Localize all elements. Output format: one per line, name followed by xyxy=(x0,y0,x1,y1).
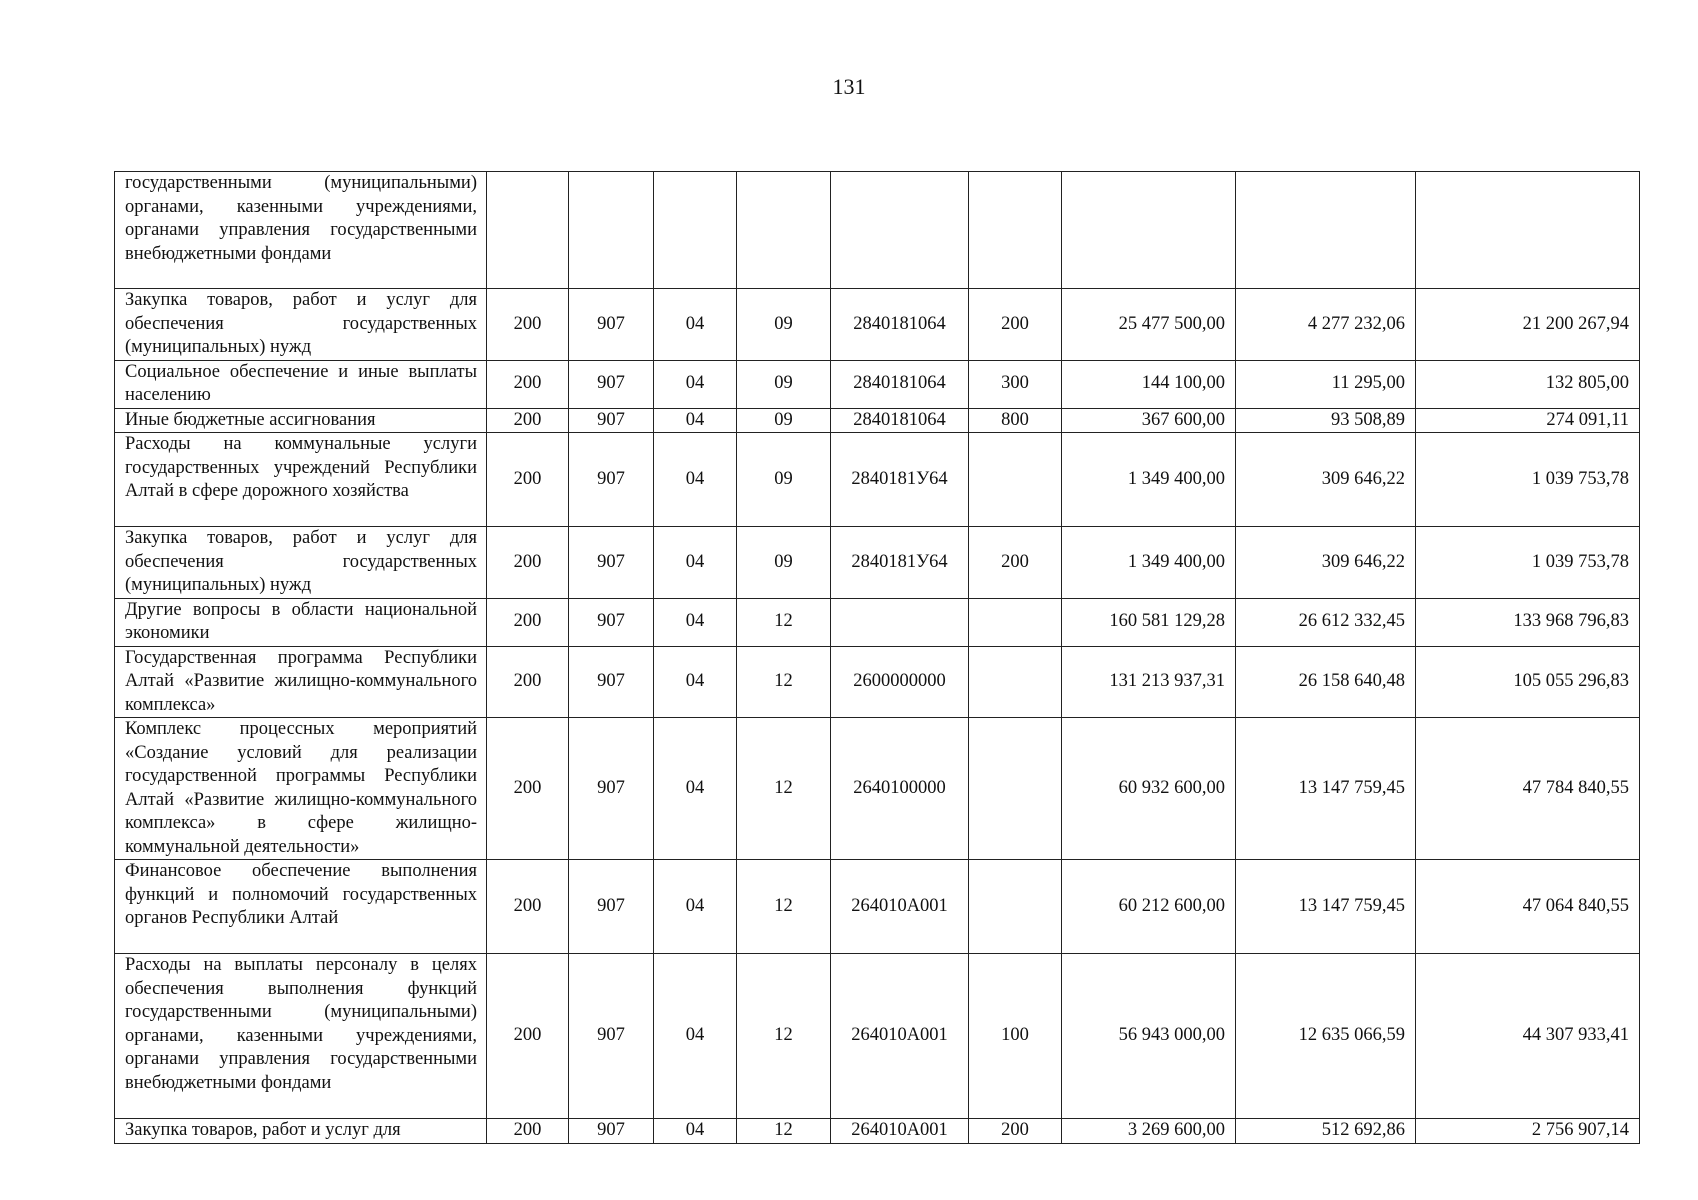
cell-amount-2: 26 158 640,48 xyxy=(1236,646,1416,718)
cell-code-5: 2840181У64 xyxy=(831,527,969,599)
cell-code-1: 200 xyxy=(487,408,569,433)
cell-name: Расходы на коммунальные услуги государственных учреждений Республики Алтай в сфере дорожного хозяйства xyxy=(115,433,487,527)
cell-code-1: 200 xyxy=(487,433,569,527)
cell-code-5: 2640100000 xyxy=(831,718,969,860)
cell-code-1 xyxy=(487,172,569,289)
cell-amount-1: 131 213 937,31 xyxy=(1062,646,1236,718)
table-row xyxy=(115,646,1640,718)
cell-code-5: 2840181064 xyxy=(831,408,969,433)
cell-code-5: 2840181064 xyxy=(831,289,969,361)
cell-code-2: 907 xyxy=(569,408,654,433)
cell-code-2: 907 xyxy=(569,360,654,408)
cell-code-4: 09 xyxy=(737,433,831,527)
cell-amount-1: 25 477 500,00 xyxy=(1062,289,1236,361)
cell-name: Социальное обеспечение и иные выплаты населению xyxy=(115,360,487,408)
cell-code-1: 200 xyxy=(487,646,569,718)
cell-code-5 xyxy=(831,598,969,646)
cell-code-3: 04 xyxy=(654,646,737,718)
cell-amount-2: 26 612 332,45 xyxy=(1236,598,1416,646)
cell-code-3: 04 xyxy=(654,1119,737,1144)
cell-amount-3: 105 055 296,83 xyxy=(1416,646,1640,718)
cell-code-1: 200 xyxy=(487,527,569,599)
cell-amount-3: 2 756 907,14 xyxy=(1416,1119,1640,1144)
table-row xyxy=(115,172,1640,289)
cell-code-5: 264010А001 xyxy=(831,954,969,1119)
cell-code-6 xyxy=(969,860,1062,954)
cell-name: Другие вопросы в области национальной экономики xyxy=(115,598,487,646)
cell-code-2: 907 xyxy=(569,646,654,718)
cell-code-4: 12 xyxy=(737,860,831,954)
cell-code-3: 04 xyxy=(654,289,737,361)
cell-code-3: 04 xyxy=(654,360,737,408)
cell-code-2: 907 xyxy=(569,598,654,646)
cell-code-6 xyxy=(969,433,1062,527)
cell-code-3: 04 xyxy=(654,954,737,1119)
cell-amount-3: 21 200 267,94 xyxy=(1416,289,1640,361)
cell-amount-3: 133 968 796,83 xyxy=(1416,598,1640,646)
cell-amount-2: 309 646,22 xyxy=(1236,527,1416,599)
cell-amount-2: 4 277 232,06 xyxy=(1236,289,1416,361)
table-row xyxy=(115,433,1640,527)
cell-amount-1: 56 943 000,00 xyxy=(1062,954,1236,1119)
cell-code-1: 200 xyxy=(487,1119,569,1144)
cell-code-1: 200 xyxy=(487,860,569,954)
cell-amount-1: 144 100,00 xyxy=(1062,360,1236,408)
cell-code-5: 2840181У64 xyxy=(831,433,969,527)
table-row xyxy=(115,954,1640,1119)
cell-amount-1: 1 349 400,00 xyxy=(1062,527,1236,599)
cell-code-1: 200 xyxy=(487,954,569,1119)
cell-code-2: 907 xyxy=(569,433,654,527)
cell-name: государственными (муниципальными) органами, казенными учреждениями, органами управления государственными внебюджетными фондами xyxy=(115,172,487,289)
cell-code-6: 200 xyxy=(969,527,1062,599)
table-row xyxy=(115,1119,1640,1144)
cell-code-4: 12 xyxy=(737,718,831,860)
cell-amount-3 xyxy=(1416,172,1640,289)
table-row xyxy=(115,860,1640,954)
cell-code-2 xyxy=(569,172,654,289)
cell-amount-1: 160 581 129,28 xyxy=(1062,598,1236,646)
cell-code-6: 100 xyxy=(969,954,1062,1119)
cell-amount-2: 12 635 066,59 xyxy=(1236,954,1416,1119)
cell-amount-3: 44 307 933,41 xyxy=(1416,954,1640,1119)
table-row xyxy=(115,408,1640,433)
cell-code-3: 04 xyxy=(654,527,737,599)
cell-code-2: 907 xyxy=(569,1119,654,1144)
cell-code-6: 200 xyxy=(969,289,1062,361)
table-row xyxy=(115,718,1640,860)
budget-table xyxy=(114,171,1640,1144)
cell-amount-3: 1 039 753,78 xyxy=(1416,433,1640,527)
table-row xyxy=(115,360,1640,408)
cell-code-6 xyxy=(969,718,1062,860)
cell-amount-1: 367 600,00 xyxy=(1062,408,1236,433)
cell-code-4: 09 xyxy=(737,360,831,408)
cell-code-4: 12 xyxy=(737,598,831,646)
cell-code-3: 04 xyxy=(654,598,737,646)
cell-name: Закупка товаров, работ и услуг для обеспечения государственных (муниципальных) нужд xyxy=(115,527,487,599)
table-row xyxy=(115,289,1640,361)
table-body xyxy=(115,172,1640,1144)
page-number: 131 xyxy=(832,74,866,99)
cell-code-2: 907 xyxy=(569,954,654,1119)
cell-code-1: 200 xyxy=(487,360,569,408)
cell-code-6 xyxy=(969,598,1062,646)
cell-code-4 xyxy=(737,172,831,289)
cell-name: Государственная программа Республики Алтай «Развитие жилищно-коммунального комплекса» xyxy=(115,646,487,718)
cell-code-4: 09 xyxy=(737,289,831,361)
cell-amount-1: 1 349 400,00 xyxy=(1062,433,1236,527)
table-row xyxy=(115,598,1640,646)
cell-code-1: 200 xyxy=(487,718,569,860)
cell-code-5: 2840181064 xyxy=(831,360,969,408)
cell-amount-2: 309 646,22 xyxy=(1236,433,1416,527)
cell-code-5: 264010А001 xyxy=(831,860,969,954)
cell-code-4: 12 xyxy=(737,954,831,1119)
cell-code-1: 200 xyxy=(487,289,569,361)
cell-code-6 xyxy=(969,646,1062,718)
cell-code-4: 09 xyxy=(737,527,831,599)
cell-code-6 xyxy=(969,172,1062,289)
cell-code-5: 2600000000 xyxy=(831,646,969,718)
cell-name: Комплекс процессных мероприятий «Создание условий для реализации государственной программы Республики Алтай «Развитие жилищно-коммунального комплекса» в сфере жилищно-коммунальной деятельности» xyxy=(115,718,487,860)
cell-code-2: 907 xyxy=(569,860,654,954)
cell-code-3: 04 xyxy=(654,408,737,433)
cell-code-1: 200 xyxy=(487,598,569,646)
cell-amount-1 xyxy=(1062,172,1236,289)
cell-code-6: 200 xyxy=(969,1119,1062,1144)
cell-amount-2: 13 147 759,45 xyxy=(1236,718,1416,860)
cell-amount-2: 93 508,89 xyxy=(1236,408,1416,433)
cell-code-6: 800 xyxy=(969,408,1062,433)
table-row xyxy=(115,527,1640,599)
cell-amount-3: 47 784 840,55 xyxy=(1416,718,1640,860)
cell-amount-3: 47 064 840,55 xyxy=(1416,860,1640,954)
cell-name: Финансовое обеспечение выполнения функций и полномочий государственных органов Республики Алтай xyxy=(115,860,487,954)
cell-name: Иные бюджетные ассигнования xyxy=(115,408,487,433)
cell-name: Расходы на выплаты персоналу в целях обеспечения выполнения функций государственными (муниципальными) органами, казенными учреждениями, органами управления государственными внебюджетными фондами xyxy=(115,954,487,1119)
cell-code-2: 907 xyxy=(569,527,654,599)
cell-amount-2: 13 147 759,45 xyxy=(1236,860,1416,954)
cell-name: Закупка товаров, работ и услуг для xyxy=(115,1119,487,1144)
cell-code-3: 04 xyxy=(654,433,737,527)
cell-name: Закупка товаров, работ и услуг для обеспечения государственных (муниципальных) нужд xyxy=(115,289,487,361)
cell-amount-1: 3 269 600,00 xyxy=(1062,1119,1236,1144)
cell-code-3: 04 xyxy=(654,860,737,954)
cell-amount-3: 1 039 753,78 xyxy=(1416,527,1640,599)
cell-code-4: 09 xyxy=(737,408,831,433)
cell-code-3: 04 xyxy=(654,718,737,860)
cell-code-4: 12 xyxy=(737,646,831,718)
cell-amount-3: 274 091,11 xyxy=(1416,408,1640,433)
cell-code-3 xyxy=(654,172,737,289)
cell-code-4: 12 xyxy=(737,1119,831,1144)
cell-amount-1: 60 212 600,00 xyxy=(1062,860,1236,954)
cell-amount-2: 11 295,00 xyxy=(1236,360,1416,408)
cell-code-2: 907 xyxy=(569,718,654,860)
cell-amount-2: 512 692,86 xyxy=(1236,1119,1416,1144)
cell-code-5: 264010А001 xyxy=(831,1119,969,1144)
cell-code-5 xyxy=(831,172,969,289)
cell-amount-1: 60 932 600,00 xyxy=(1062,718,1236,860)
cell-code-2: 907 xyxy=(569,289,654,361)
cell-code-6: 300 xyxy=(969,360,1062,408)
cell-amount-2 xyxy=(1236,172,1416,289)
cell-amount-3: 132 805,00 xyxy=(1416,360,1640,408)
